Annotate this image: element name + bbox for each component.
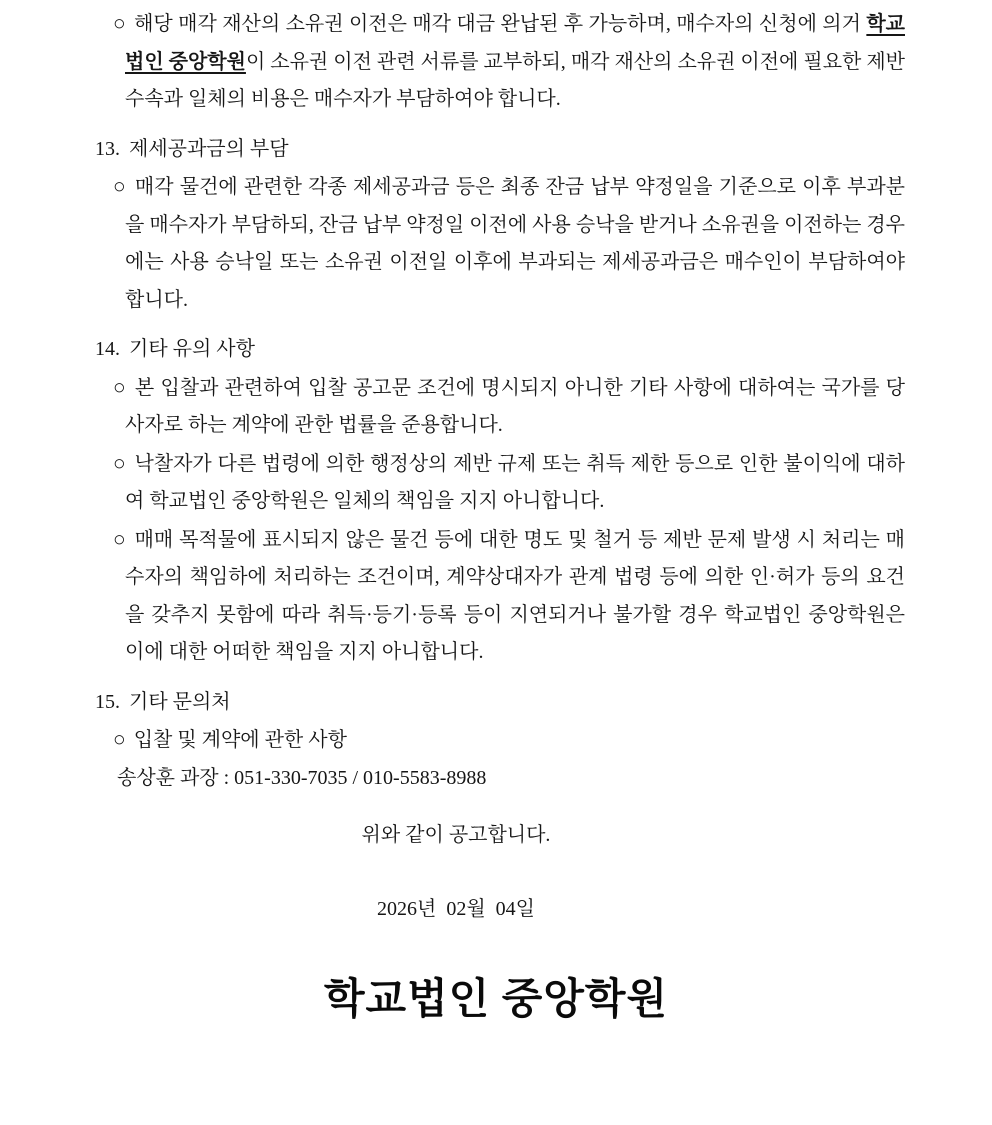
circle-bullet: ○ <box>113 727 126 751</box>
intro-bullet-paragraph <box>113 5 905 119</box>
section-14-heading <box>95 331 905 369</box>
section-14-bullet-1 <box>113 369 905 445</box>
circle-bullet: ○ <box>113 174 127 198</box>
closing-statement: 위와 같이 공고합니다. <box>361 824 551 846</box>
contact-phone-line: 송상훈 과장 : 051-330-7035 / 010-5583-8988 <box>117 766 487 789</box>
section-15-number: 15. <box>95 690 120 713</box>
circle-bullet: ○ <box>113 374 127 399</box>
circle-bullet: ○ <box>113 450 127 475</box>
intro-emphasis-foundation-name: 학교법인 중앙학원 <box>125 13 905 73</box>
section-13-heading <box>95 131 905 169</box>
section-13-bullet-1 <box>113 168 905 319</box>
section-14-bullet-1-text: 본 입찰과 관련하여 입찰 공고문 조건에 명시되지 아니한 기타 사항에 대하여는 국가를 당사자로 하는 계약에 관한 법률을 준용합니다. <box>125 376 905 436</box>
section-15-bullet-1 <box>113 721 905 760</box>
circle-bullet: ○ <box>113 526 127 551</box>
section-14-title: 기타 유의 사항 <box>129 338 255 360</box>
section-14-bullet-3-text: 매매 목적물에 표시되지 않은 물건 등에 대한 명도 및 철거 등 제반 문제 발생 시 처리는 매수자의 책임하에 처리하는 조건이며, 계약상대자가 관계 법령 등에 의한 인·허가 등의 요건을 갖추지 못함에 따라 취득·등기·등록 등이 지연되거나 불가할 경우 학교법인 중앙학원은 이에 대한 어떠한 책임을 지지 아니합니다. <box>125 528 905 663</box>
circle-bullet: ○ <box>113 11 127 35</box>
section-13-number: 13. <box>95 137 120 160</box>
section-15-title: 기타 문의처 <box>129 690 231 713</box>
section-15-heading <box>95 684 905 722</box>
section-13-title: 제세공과금의 부담 <box>129 137 289 160</box>
section-13-bullet-1-text: 매각 물건에 관련한 각종 제세공과금 등은 최종 잔금 납부 약정일을 기준으로 이후 부과분을 매수자가 부담하되, 잔금 납부 약정일 이전에 사용 승낙을 받거나 소유권을 이전하는 경우에는 사용 승낙일 또는 소유권 이전일 이후에 부과되는 제세공과금은 매수인이 부담하여야 합니다. <box>125 176 905 311</box>
section-15-bullet-1-text: 입찰 및 계약에 관한 사항 <box>133 729 347 751</box>
intro-text-post: 이 소유권 이전 관련 서류를 교부하되, 매각 재산의 소유권 이전에 필요한 제반 수속과 일체의 비용은 매수자가 부담하여야 합니다. <box>125 50 905 110</box>
section-14-bullet-3 <box>113 521 905 672</box>
section-14-bullet-2 <box>113 445 905 521</box>
intro-text-pre: 해당 매각 재산의 소유권 이전은 매각 대금 완납된 후 가능하며, 매수자의 신청에 의거 <box>134 13 867 35</box>
section-14-number: 14. <box>95 338 120 360</box>
issuer-signature: 학교법인 중앙학원 <box>323 977 669 1023</box>
section-14-bullet-2-text: 낙찰자가 다른 법령에 의한 행정상의 제반 규제 또는 취득 제한 등으로 인한 불이익에 대하여 학교법인 중앙학원은 일체의 책임을 지지 아니합니다. <box>125 452 905 512</box>
announcement-date: 2026년 02월 04일 <box>377 897 535 920</box>
